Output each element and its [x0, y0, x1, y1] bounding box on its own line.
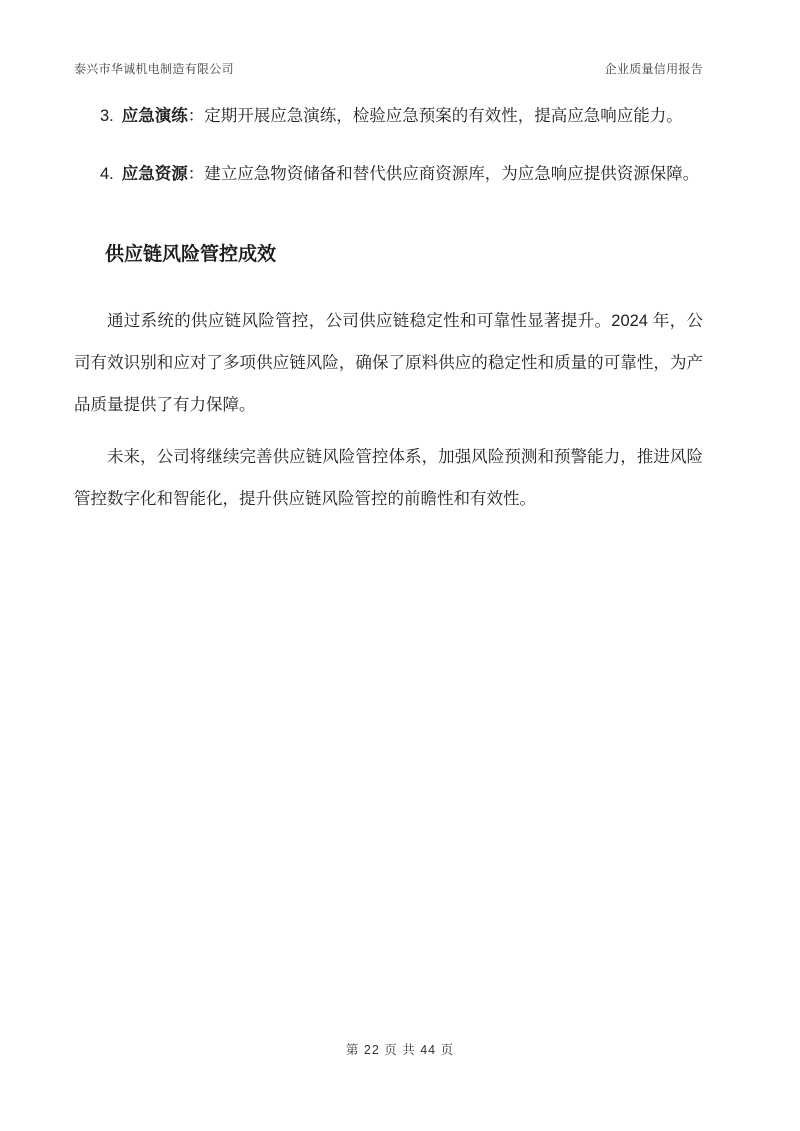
body-paragraph: 通过系统的供应链风险管控，公司供应链稳定性和可靠性显著提升。2024 年，公司有效识别和应对了多项供应链风险，确保了原料供应的稳定性和质量的可靠性，为产品质量提供了有力保障。 [74, 311, 703, 414]
list-item-number: 3. [100, 107, 114, 125]
page-header [74, 61, 703, 77]
header-report-title: 企业质量信用报告 [604, 62, 703, 76]
section-heading: 供应链风险管控成效 [105, 243, 277, 265]
list-item-number: 4. [100, 165, 114, 183]
list-item-term: 应急演练 [121, 107, 188, 125]
list-item-emergency-drill [74, 105, 703, 127]
list-item-text: 建立应急物资储备和替代供应商资源库，为应急响应提供资源保障。 [204, 165, 700, 183]
list-item-text: 定期开展应急演练，检验应急预案的有效性，提高应急响应能力。 [204, 107, 683, 125]
list-item-term: 应急资源 [121, 165, 188, 183]
header-company-name: 泰兴市华诚机电制造有限公司 [74, 62, 234, 76]
page-number-footer: 第 22 页 共 44 页 [345, 1043, 455, 1057]
body-paragraph: 未来，公司将继续完善供应链风险管控体系，加强风险预测和预警能力，推进风险管控数字化和智能化，提升供应链风险管控的前瞻性和有效性。 [74, 447, 703, 508]
list-item-separator: ： [187, 165, 205, 183]
list-item-emergency-resources [74, 163, 703, 185]
list-item-separator: ： [187, 107, 205, 125]
